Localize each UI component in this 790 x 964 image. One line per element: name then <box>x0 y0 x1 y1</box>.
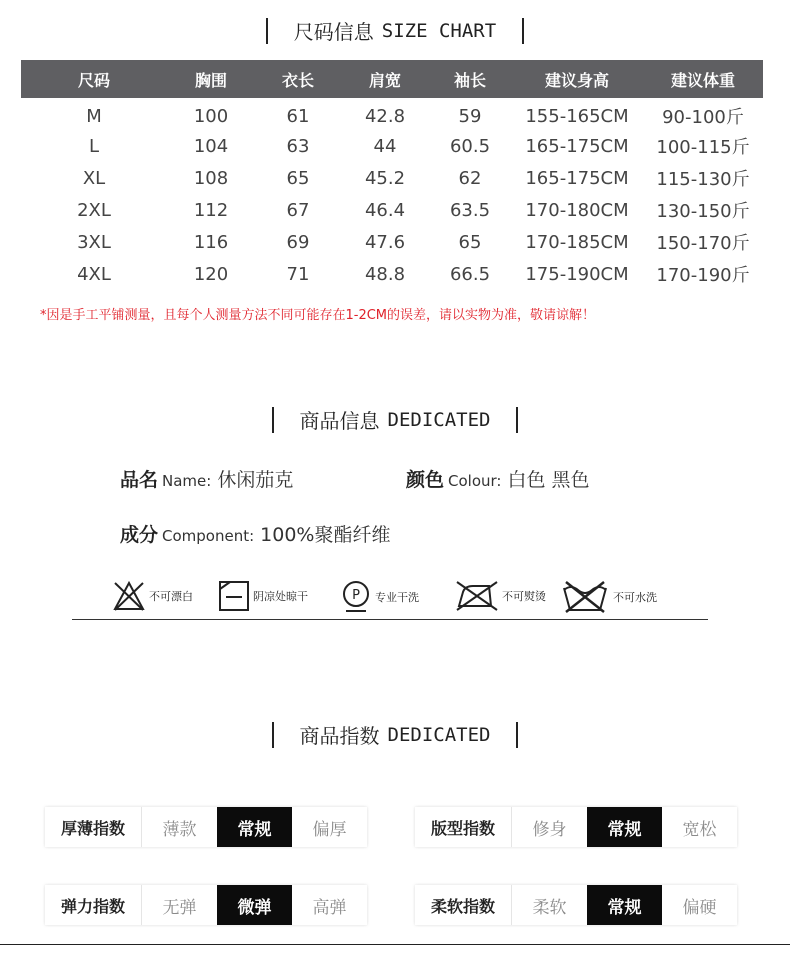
size-cell: 67 <box>286 199 310 221</box>
product-info-title-en: DEDICATED <box>387 408 491 431</box>
size-chart-title <box>0 16 790 45</box>
size-cell: 44 <box>373 135 397 157</box>
index-option: 宽松 <box>682 819 717 840</box>
size-cell: 100-115斤 <box>656 137 750 158</box>
color-value: 白色 黑色 <box>507 469 590 491</box>
title-bar-right <box>522 18 524 44</box>
size-row <box>21 194 763 226</box>
name-key: 品名 <box>120 469 159 491</box>
index-option-selected: 常规 <box>217 807 292 847</box>
size-cell: 65 <box>286 167 310 189</box>
index-option: 无弹 <box>162 897 197 918</box>
size-row <box>21 226 763 258</box>
header-shoulder: 肩宽 <box>341 60 429 98</box>
size-cell: 170-190斤 <box>656 265 750 286</box>
component-key: 成分 <box>120 524 159 546</box>
title-bar-left <box>272 407 274 433</box>
size-cell: 47.6 <box>364 231 406 253</box>
size-chart-title-cn: 尺码信息 <box>293 20 374 44</box>
size-cell: 112 <box>193 199 229 221</box>
index-option: 偏硬 <box>682 897 717 918</box>
index-option: 柔软 <box>532 897 567 918</box>
size-row <box>21 130 763 162</box>
size-cell: 170-180CM <box>525 199 629 221</box>
product-name-row <box>120 465 293 492</box>
size-cell: L <box>88 135 100 157</box>
size-cell: 2XL <box>77 199 111 221</box>
header-chest: 胸围 <box>167 60 255 98</box>
size-cell: 71 <box>286 263 310 285</box>
size-cell: 116 <box>193 231 229 253</box>
size-cell: 155-165CM <box>525 105 629 127</box>
header-length: 衣长 <box>255 60 341 98</box>
product-color-row <box>406 465 590 492</box>
header-height: 建议身高 <box>511 60 643 98</box>
index-group <box>45 807 367 847</box>
measurement-note: *因是手工平铺测量，且每个人测量方法不同可能存在1-2CM的误差，请以实物为准，敬请谅解！ <box>40 308 596 323</box>
care-dry-clean <box>340 580 419 614</box>
bottom-divider <box>0 944 790 945</box>
index-group <box>45 885 367 925</box>
size-cell: 165-175CM <box>525 135 629 157</box>
size-cell: 48.8 <box>364 263 406 285</box>
care-label: 不可熨烫 <box>502 590 546 603</box>
index-option: 修身 <box>532 819 567 840</box>
title-bar-left <box>272 722 274 748</box>
index-label: 柔软指数 <box>415 885 512 925</box>
name-value: 休闲茄克 <box>217 469 294 491</box>
size-cell: 108 <box>193 167 229 189</box>
index-group <box>415 807 737 847</box>
size-cell: 62 <box>458 167 482 189</box>
size-cell: 63 <box>286 135 310 157</box>
size-cell: M <box>86 105 102 127</box>
size-cell: 4XL <box>77 263 111 285</box>
care-no-bleach <box>112 580 193 612</box>
index-group <box>415 885 737 925</box>
size-table <box>21 60 763 290</box>
index-option-selected: 微弹 <box>217 885 292 925</box>
title-bar-left <box>266 18 268 44</box>
size-cell: 59 <box>458 105 482 127</box>
color-key-en: Colour: <box>448 472 502 490</box>
product-index-title-cn: 商品指数 <box>299 724 380 748</box>
index-option: 高弹 <box>312 897 347 918</box>
care-label: 专业干洗 <box>375 591 419 604</box>
header-weight: 建议体重 <box>643 60 763 98</box>
product-info-title <box>0 405 790 434</box>
index-option: 偏厚 <box>312 819 347 840</box>
size-cell: 69 <box>286 231 310 253</box>
title-bar-right <box>516 722 518 748</box>
size-cell: 45.2 <box>364 167 406 189</box>
size-row <box>21 162 763 194</box>
no-iron-icon <box>455 580 499 612</box>
size-cell: 100 <box>193 105 229 127</box>
size-cell: 150-170斤 <box>656 233 750 254</box>
size-cell: 66.5 <box>449 263 491 285</box>
dry-clean-icon <box>340 580 372 614</box>
index-option-selected: 常规 <box>587 885 662 925</box>
title-bar-right <box>516 407 518 433</box>
no-wash-icon <box>560 580 610 614</box>
care-label: 阴凉处晾干 <box>253 590 308 603</box>
size-cell: 130-150斤 <box>656 201 750 222</box>
care-shade-dry <box>218 580 308 612</box>
index-label: 版型指数 <box>415 807 512 847</box>
care-no-wash <box>560 580 657 614</box>
header-sleeve: 袖长 <box>429 60 511 98</box>
svg-text:P: P <box>352 588 360 603</box>
size-cell: 63.5 <box>449 199 491 221</box>
size-row <box>21 258 763 290</box>
color-key: 颜色 <box>406 469 445 491</box>
size-table-header <box>21 60 763 98</box>
size-cell: 120 <box>193 263 229 285</box>
component-key-en: Component: <box>162 527 255 545</box>
product-component-row <box>120 520 390 547</box>
size-cell: 170-185CM <box>525 231 629 253</box>
product-info-title-cn: 商品信息 <box>299 409 380 433</box>
name-key-en: Name: <box>162 472 212 490</box>
shade-dry-icon <box>218 580 250 612</box>
care-no-iron <box>455 580 546 612</box>
no-bleach-icon <box>112 580 146 612</box>
size-cell: 46.4 <box>364 199 406 221</box>
size-cell: 165-175CM <box>525 167 629 189</box>
care-label: 不可水洗 <box>613 591 657 604</box>
size-cell: XL <box>82 167 106 189</box>
index-option-selected: 常规 <box>587 807 662 847</box>
size-cell: 60.5 <box>449 135 491 157</box>
size-chart-title-en: SIZE CHART <box>381 19 497 42</box>
index-label: 厚薄指数 <box>45 807 142 847</box>
size-row <box>21 98 763 130</box>
product-index-title-en: DEDICATED <box>387 723 491 746</box>
size-cell: 90-100斤 <box>662 107 744 128</box>
product-index-title <box>0 720 790 749</box>
size-cell: 104 <box>193 135 229 157</box>
size-cell: 65 <box>458 231 482 253</box>
size-cell: 42.8 <box>364 105 406 127</box>
size-cell: 115-130斤 <box>656 169 750 190</box>
index-label: 弹力指数 <box>45 885 142 925</box>
header-size: 尺码 <box>21 60 167 98</box>
care-instructions <box>72 576 708 620</box>
index-option: 薄款 <box>162 819 197 840</box>
component-value: 100%聚酯纤维 <box>260 524 391 546</box>
size-cell: 175-190CM <box>525 263 629 285</box>
size-cell: 61 <box>286 105 310 127</box>
size-cell: 3XL <box>77 231 111 253</box>
care-label: 不可漂白 <box>149 590 193 603</box>
